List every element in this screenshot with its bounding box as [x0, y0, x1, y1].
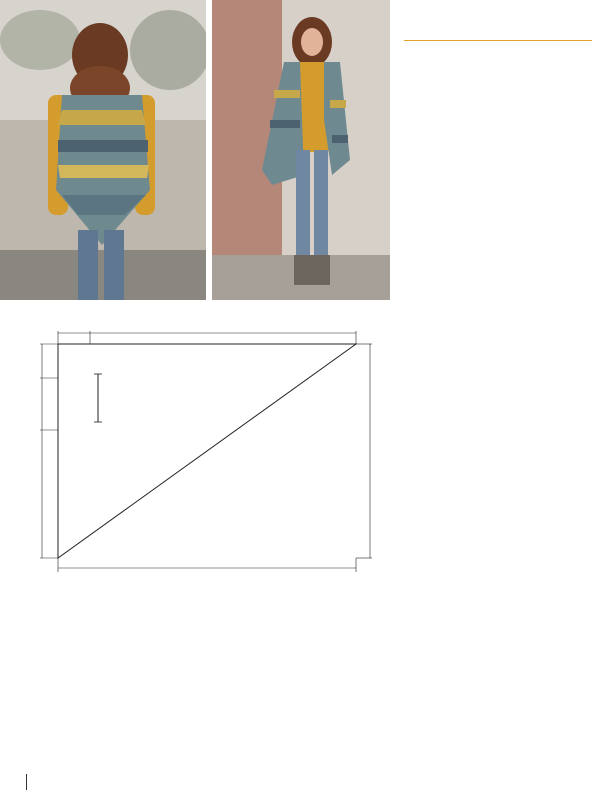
- legend: [33, 692, 123, 695]
- strickschrift-chart: [28, 600, 388, 760]
- photo-front-view: [212, 0, 390, 300]
- photo-front-illustration: [212, 0, 390, 300]
- schematic-outline: [58, 344, 356, 558]
- page-title: [404, 37, 592, 41]
- photo-back-view: [0, 0, 206, 300]
- instructions-column: [404, 36, 592, 45]
- photo-back-illustration: [0, 0, 206, 300]
- page-number-rule: [26, 774, 27, 790]
- schematic-diagram: [0, 318, 400, 573]
